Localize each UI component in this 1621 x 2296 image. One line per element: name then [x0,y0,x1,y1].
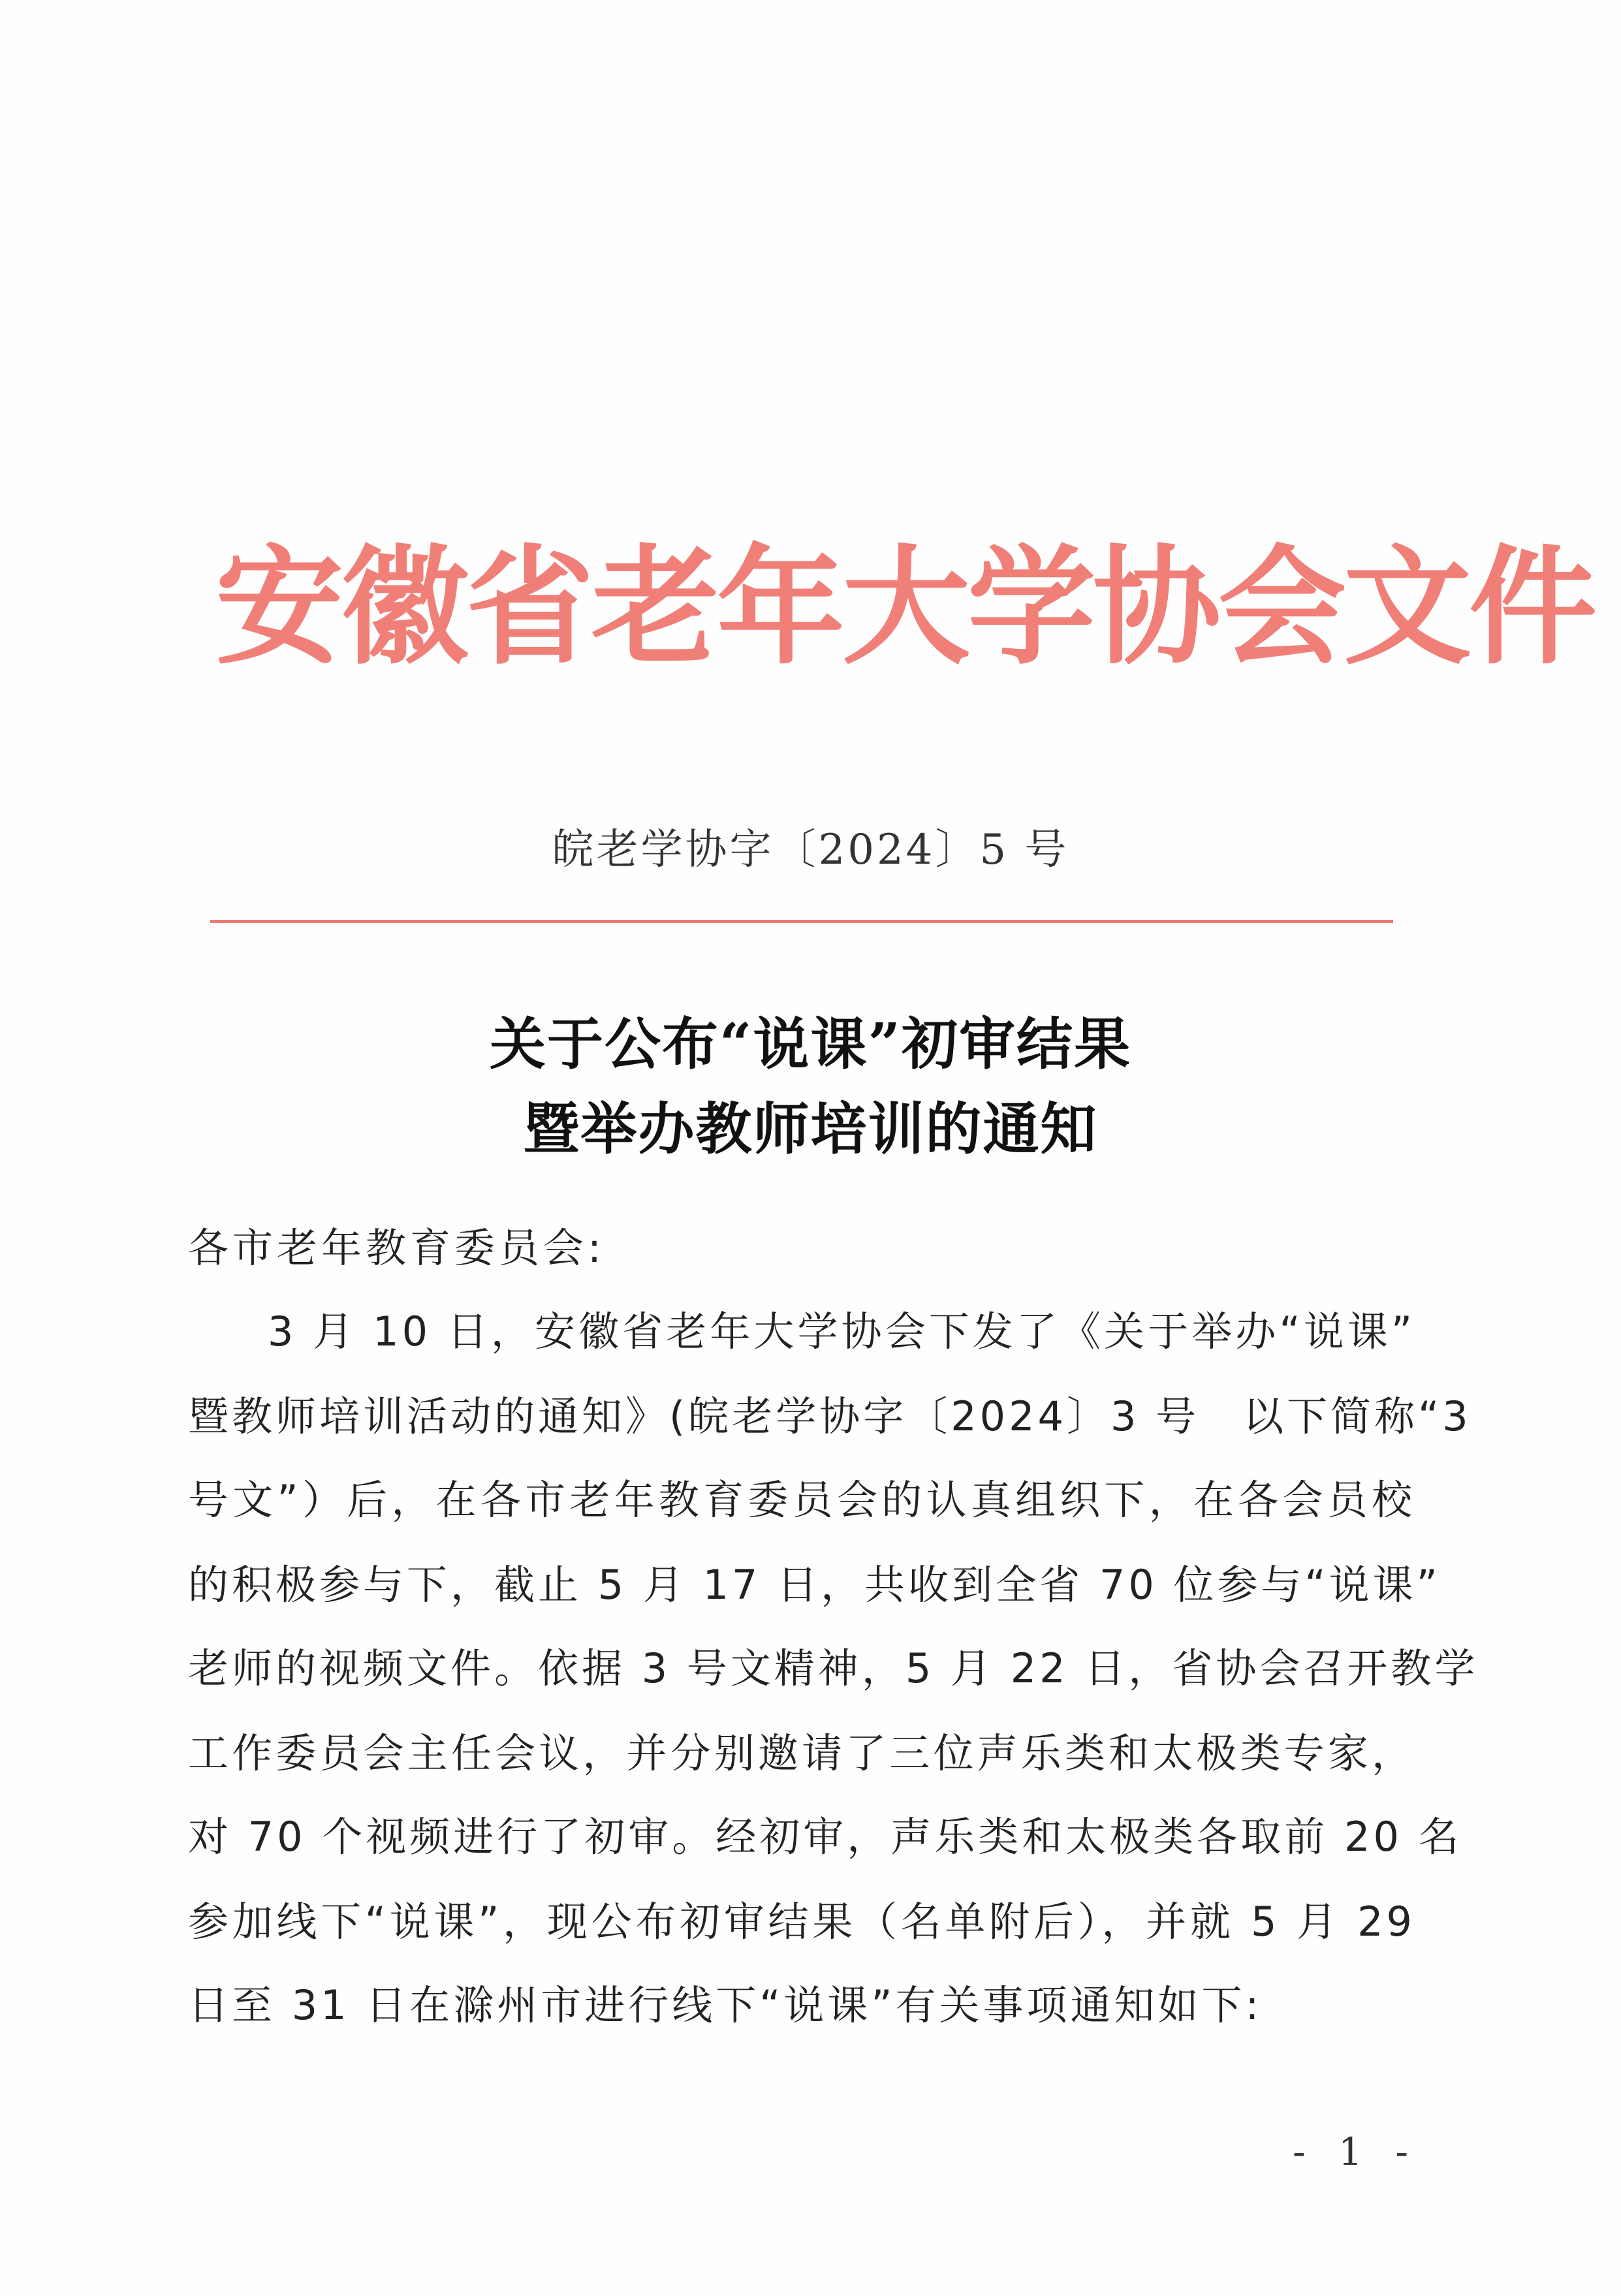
red-divider-line [210,920,1393,923]
body-line: 的积极参与下，截止 5 月 17 日，共收到全省 70 位参与“说课” [188,1561,1441,1609]
body-line: 日至 31 日在滁州市进行线下“说课”有关事项通知如下: [188,1981,1263,2029]
body-line: 老师的视频文件。依据 3 号文精神，5 月 22 日，省协会召开教学 [188,1644,1479,1692]
red-header-title: 安徽省老年大学协会文件 [215,532,1595,682]
body-line: 对 70 个视频进行了初审。经初审，声乐类和太极类各取前 20 名 [188,1813,1462,1861]
body-line: 暨教师培训活动的通知》(皖老学协字〔2024〕3 号 以下简称“3 [188,1392,1471,1440]
body-line: 参加线下“说课”，现公布初审结果（名单附后），并就 5 月 29 [188,1898,1415,1945]
notice-title-line-2: 暨举办教师培训的通知 [523,1096,1098,1162]
body-line: 工作委员会主任会议，并分别邀请了三位声乐类和太极类专家， [188,1729,1415,1777]
page-number: - 1 - [1293,2130,1419,2174]
body-line: 3 月 10 日，安徽省老年大学协会下发了《关于举办“说课” [268,1308,1415,1355]
document-number: 皖老学协字〔2024〕5 号 [552,826,1069,874]
notice-title-line-1: 关于公布“说课”初审结果 [490,1011,1131,1077]
body-line: 号文”）后，在各市老年教育委员会的认真组织下，在各会员校 [188,1476,1415,1524]
salutation: 各市老年教育委员会: [188,1224,605,1272]
